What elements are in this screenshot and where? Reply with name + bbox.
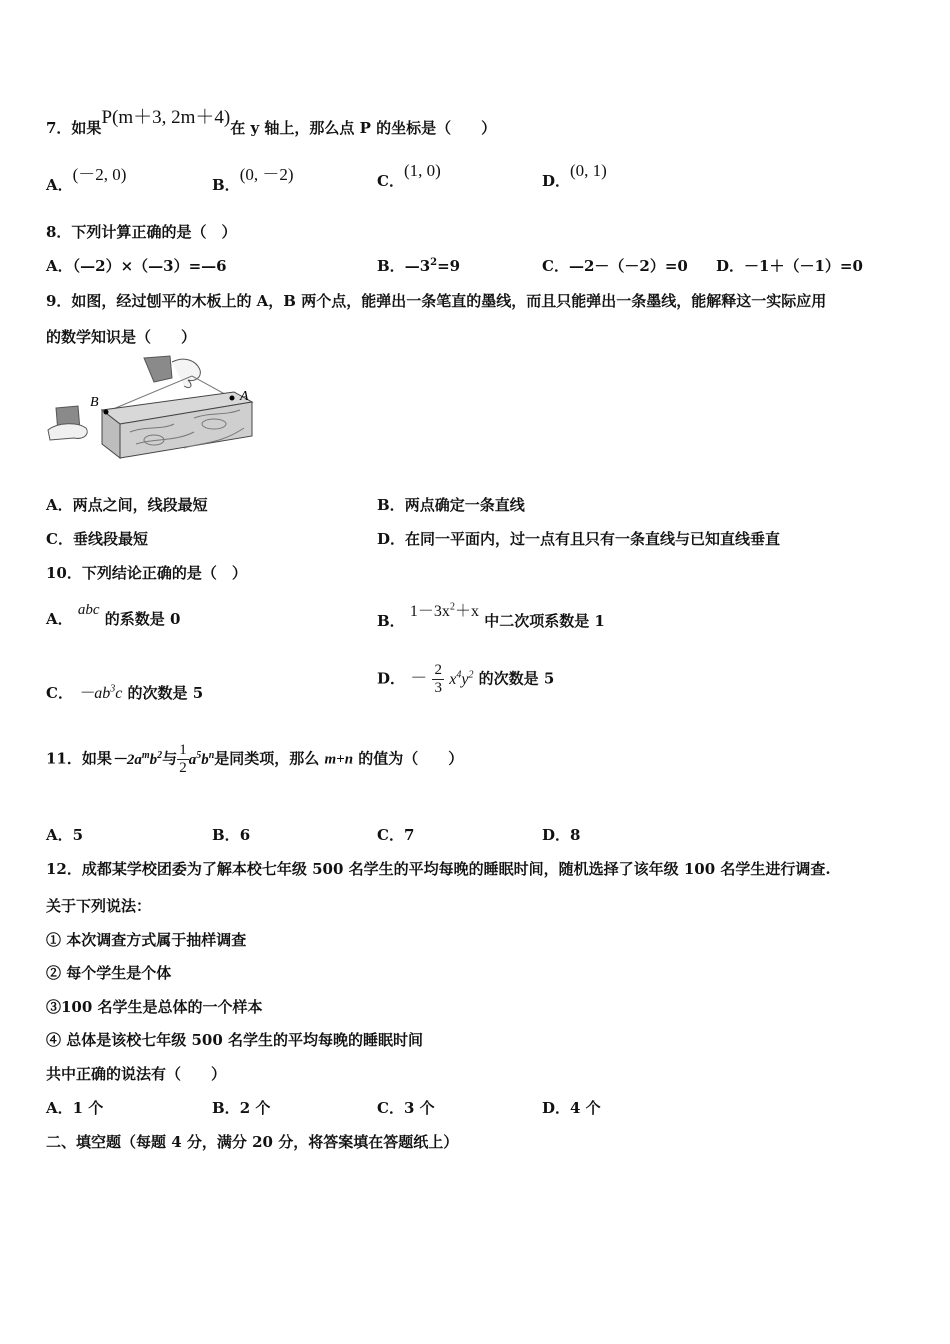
q12-statement-4: ④ 总体是该校七年级 500 名学生的平均每晚的睡眠时间 bbox=[46, 1031, 423, 1049]
q8-option-d[interactable]: D．－1＋（－1）=0 bbox=[716, 257, 863, 275]
q7-point-expression: P(m＋3, 2m＋4) bbox=[101, 107, 231, 128]
q10-option-a[interactable]: A． abc 的系数是 0 bbox=[46, 602, 181, 628]
q12-statement-1: ① 本次调查方式属于抽样调查 bbox=[46, 931, 247, 949]
point-b-label: B bbox=[90, 395, 99, 410]
q11-option-c[interactable]: C．7 bbox=[377, 826, 415, 844]
point-a-dot bbox=[230, 396, 235, 401]
q10-stem: 10．下列结论正确的是（ ） bbox=[46, 564, 247, 582]
q12-statement-3: ③100 名学生是总体的一个样本 bbox=[46, 998, 263, 1016]
q12-option-a[interactable]: A．1 个 bbox=[46, 1099, 104, 1117]
q11-option-d[interactable]: D．8 bbox=[542, 826, 581, 844]
q10-option-b[interactable]: B． $1-3x^2+x$ 中二次项系数是 1 bbox=[377, 601, 605, 630]
q10-d-fraction: $\frac{2}{3}$ bbox=[434, 662, 442, 696]
q9-figure-wood-plank bbox=[44, 352, 258, 460]
q10-option-c[interactable]: C． $-ab^3c$ 的次数是 5 bbox=[46, 683, 204, 702]
point-b-dot bbox=[104, 410, 109, 415]
q9-stem-line1: 9．如图，经过刨平的木板上的 A，B 两个点，能弹出一条笔直的墨线，而且只能弹出一条墨线，能解释这一实际应用 bbox=[46, 292, 827, 310]
q10-option-d[interactable]: D． － $\frac{2}{3}$ $x^4y^2$ 的次数是 5 bbox=[377, 662, 555, 696]
q12-stem-line2: 关于下列说法： bbox=[46, 897, 152, 915]
q11-fraction: $\frac{1}{2}$ bbox=[179, 742, 187, 776]
q8-option-a[interactable]: A．（—2）×（—3）=—6 bbox=[46, 257, 227, 275]
q8-stem: 8．下列计算正确的是（ ） bbox=[46, 223, 237, 241]
q12-stem-line1: 12．成都某学校团委为了解本校七年级 500 名学生的平均每晚的睡眠时间，随机选择了该年级 100 名学生进行调查. bbox=[46, 860, 831, 878]
q7-option-a[interactable]: A．(－2, 0) bbox=[46, 165, 127, 194]
q9-stem-line2: 的数学知识是（ ） bbox=[46, 328, 197, 346]
q7-option-d[interactable]: D．(0, 1) bbox=[542, 161, 607, 190]
q12-option-b[interactable]: B．2 个 bbox=[212, 1099, 271, 1117]
q8-option-b[interactable]: B．$—3^2=9$ bbox=[377, 257, 461, 275]
q12-option-d[interactable]: D．4 个 bbox=[542, 1099, 601, 1117]
q9-option-a[interactable]: A．两点之间，线段最短 bbox=[46, 496, 208, 514]
section-2-heading: 二、填空题（每题 4 分，满分 20 分，将答案填在答题纸上） bbox=[46, 1133, 459, 1151]
q9-option-c[interactable]: C．垂线段最短 bbox=[46, 530, 148, 548]
hand-top-icon bbox=[144, 356, 172, 382]
q12-option-c[interactable]: C．3 个 bbox=[377, 1099, 435, 1117]
q7-option-b[interactable]: B．(0, －2) bbox=[212, 165, 294, 194]
q9-option-d[interactable]: D．在同一平面内，过一点有且只有一条直线与已知直线垂直 bbox=[377, 530, 781, 548]
q8-option-c[interactable]: C．—2－（－2）=0 bbox=[542, 257, 688, 275]
q11-option-b[interactable]: B．6 bbox=[212, 826, 251, 844]
q7-option-c[interactable]: C．(1, 0) bbox=[377, 161, 441, 190]
q11-stem: 11．如果$-2a^mb^2$与 $\frac{1}{2}$ $a^5b^n$是同类项，那么 m+n 的值为（ ） bbox=[46, 742, 464, 776]
q9-option-b[interactable]: B．两点确定一条直线 bbox=[377, 496, 525, 514]
q12-statement-2: ② 每个学生是个体 bbox=[46, 964, 172, 982]
q11-option-a[interactable]: A．5 bbox=[46, 826, 84, 844]
q7-stem: 7．如果P(m＋3, 2m＋4)在 y 轴上，那么点 P 的坐标是（ ） bbox=[46, 107, 497, 137]
point-a-label: A bbox=[240, 389, 249, 404]
q12-ask: 共中正确的说法有（ ） bbox=[46, 1065, 227, 1083]
